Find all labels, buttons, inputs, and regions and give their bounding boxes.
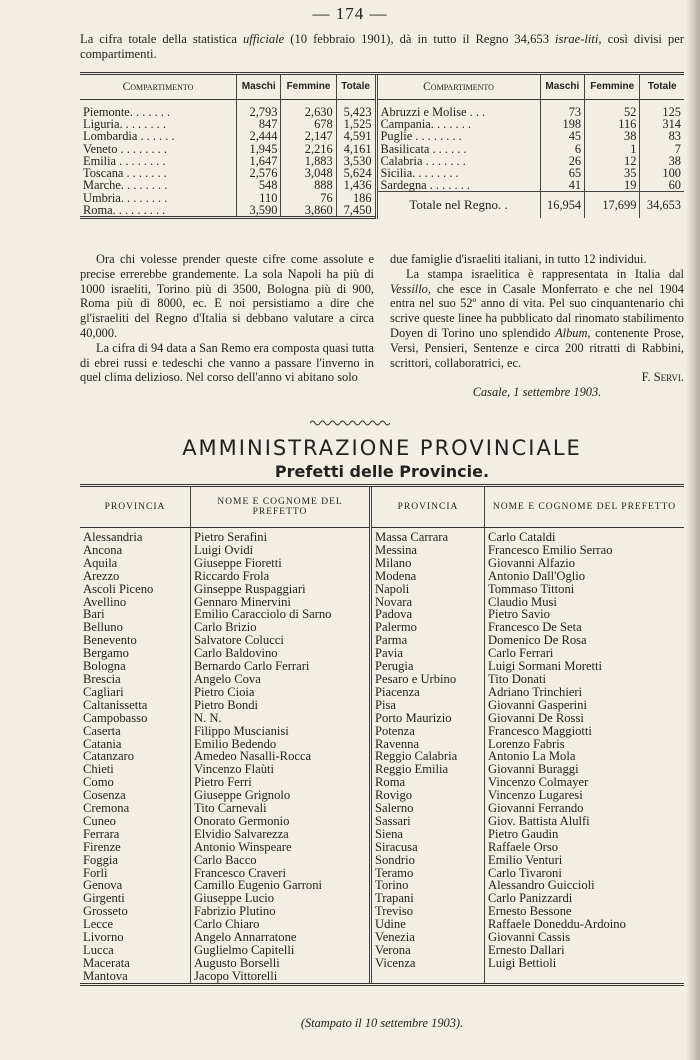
prefects-row — [80, 815, 684, 828]
census-value: 847 — [237, 118, 281, 130]
province-name: Roma — [371, 776, 485, 789]
paragraph — [390, 267, 684, 371]
right-column — [390, 252, 684, 400]
prefects-header: PROVINCIA — [80, 486, 191, 528]
section-title: AMMINISTRAZIONE PROVINCIALE — [182, 436, 582, 460]
province-name: Caltanissetta — [83, 697, 148, 712]
province-name: Siracusa — [371, 841, 485, 854]
census-header: Maschi — [237, 74, 281, 100]
prefect-name: Emilio Bedendo — [191, 738, 371, 751]
census-value: 110 — [237, 192, 281, 204]
prefects-row — [80, 802, 684, 815]
compartment-name: Puglie . . . . . . . . — [376, 130, 540, 142]
compartment-name: Lombardia . . . . . . — [83, 129, 175, 144]
album-title: Album, — [555, 325, 591, 340]
compartment-name: Toscana . . . . . . . — [83, 166, 167, 181]
prefect-name: Elvidio Salvarezza — [191, 828, 371, 841]
prefects-row — [80, 583, 684, 596]
census-header: Femmine — [281, 74, 336, 100]
census-value: 678 — [281, 118, 336, 130]
census-value: 83 — [640, 130, 684, 142]
province-name: Palermo — [371, 621, 485, 634]
prefects-header: NOME E COGNOME DEL PREFETTO — [485, 486, 685, 528]
census-value: 1,945 — [237, 143, 281, 155]
province-name: Campobasso — [83, 710, 148, 725]
census-value: 60 — [640, 179, 684, 192]
census-value: 4,591 — [336, 130, 376, 142]
prefects-row — [80, 557, 684, 570]
province-name — [371, 970, 485, 984]
province-name: Pisa — [371, 699, 485, 712]
census-value: 19 — [585, 179, 640, 192]
prefect-name: Antonio Dall'Oglio — [485, 570, 685, 583]
prefect-name: Giovanni Cassis — [485, 931, 685, 944]
province-name: Piacenza — [371, 686, 485, 699]
census-value: 3,048 — [281, 167, 336, 179]
prefect-name: Angelo Cova — [191, 673, 371, 686]
prefect-name: Vincenzo Colmayer — [485, 776, 685, 789]
prefect-name: Giuseppe Lucio — [191, 892, 371, 905]
census-value: 1 — [585, 143, 640, 155]
province-name: Teramo — [371, 867, 485, 880]
census-value: 26 — [540, 155, 585, 167]
left-column — [80, 252, 374, 385]
intro-paragraph — [80, 32, 684, 62]
province-name: Messina — [371, 544, 485, 557]
census-value: 1,647 — [237, 155, 281, 167]
intro-text-2: (10 febbraio 1901), dà in tutto il Regno 34,653 — [284, 32, 556, 46]
census-value: 2,147 — [281, 130, 336, 142]
province-name: Grosseto — [83, 904, 128, 919]
prefect-name: Pietro Savio — [485, 608, 685, 621]
census-value: 2,793 — [237, 100, 281, 119]
prefect-name: Guglielmo Capitelli — [191, 944, 371, 957]
prefects-row — [80, 957, 684, 970]
prefect-name: Francesco Emilio Serrao — [485, 544, 685, 557]
province-name: Perugia — [371, 660, 485, 673]
province-name: Mantova — [80, 970, 191, 984]
province-name: Foggia — [83, 852, 118, 867]
paragraph: La cifra di 94 data a San Remo era composta quasi tutta di ebrei russi e tedeschi che vanno a passare l'inverno in quel clima delizioso. Nel corso dell'anno vi abitano solo — [80, 340, 374, 385]
prefect-name: N. N. — [191, 712, 371, 725]
census-row — [80, 179, 684, 192]
census-value: 35 — [585, 167, 640, 179]
prefect-name: Giovanni Buraggi — [485, 763, 685, 776]
prefect-name: Claudio Musi — [485, 596, 685, 609]
province-name: Vicenza — [371, 957, 485, 970]
province-name: Udine — [371, 918, 485, 931]
census-value: 3,860 — [281, 204, 336, 218]
prefects-row — [80, 673, 684, 686]
prefect-name: Pietro Ferri — [191, 776, 371, 789]
compartment-name: Campania. . . . . . . — [376, 118, 540, 130]
prefect-name: Pietro Cioia — [191, 686, 371, 699]
prefect-name: Giuseppe Fioretti — [191, 557, 371, 570]
footer-note: (Stampato il 10 settembre 1903). — [300, 1016, 464, 1030]
province-name: Caserta — [83, 723, 121, 738]
province-name: Sassari — [371, 815, 485, 828]
province-name: Novara — [371, 596, 485, 609]
prefect-name: Salvatore Colucci — [191, 634, 371, 647]
province-name: Catania — [83, 736, 122, 751]
prefect-name: Giov. Battista Alulfi — [485, 815, 685, 828]
prefect-name: Ginseppe Ruspaggiari — [191, 583, 371, 596]
province-name: Modena — [371, 570, 485, 583]
census-header: Femmine — [585, 74, 640, 100]
province-name: Livorno — [83, 930, 124, 945]
prefects-row — [80, 570, 684, 583]
census-value: 7,450 — [336, 204, 376, 218]
total-label: Totale nel Regno. . — [376, 192, 540, 218]
province-name: Belluno — [83, 620, 123, 635]
prefect-name: Jacopo Vittorelli — [191, 970, 371, 984]
intro-text-1: La cifra totale della statistica — [80, 32, 243, 46]
prefect-name: Tito Donati — [485, 673, 685, 686]
compartment-name: Piemonte. . . . . . . — [83, 105, 171, 119]
prefect-name: Vincenzo Flaùti — [191, 763, 371, 776]
province-name: Porto Maurizio — [371, 712, 485, 725]
signature: F. Servi. — [641, 370, 684, 385]
census-value: 116 — [585, 118, 640, 130]
province-name: Avellino — [83, 594, 127, 609]
prefects-header-row — [80, 486, 684, 528]
prefect-name: Carlo Cataldi — [485, 528, 685, 544]
prefects-row — [80, 725, 684, 738]
prefect-name: Domenico De Rosa — [485, 634, 685, 647]
census-value: 45 — [540, 130, 585, 142]
prefect-name: Tito Carnevali — [191, 802, 371, 815]
prefect-name: Antonio Winspeare — [191, 841, 371, 854]
prefect-name: Vincenzo Lugaresi — [485, 789, 685, 802]
census-value: 186 — [336, 192, 376, 204]
prefect-name: Francesco Maggiotti — [485, 725, 685, 738]
prefect-name: Emilio Caracciolo di Sarno — [191, 608, 371, 621]
prefect-name: Luigi Bettioli — [485, 957, 685, 970]
compartment-name: Calabria . . . . . . . — [376, 155, 540, 167]
compartment-name: Marche. . . . . . . . — [83, 178, 168, 193]
page-number: — 174 — — [312, 4, 388, 23]
prefect-name: Riccardo Frola — [191, 570, 371, 583]
prefects-table — [80, 484, 684, 986]
prefect-name: Carlo Bacco — [191, 854, 371, 867]
census-value: 65 — [540, 167, 585, 179]
province-name: Ascoli Piceno — [83, 581, 154, 596]
prefect-name: Amedeo Nasalli-Rocca — [191, 750, 371, 763]
province-name: Bari — [83, 607, 105, 622]
prefect-name: Pietro Gaudin — [485, 828, 685, 841]
dateline: Casale, 1 settembre 1903. — [472, 385, 602, 400]
province-name: Arezzo — [83, 568, 120, 583]
compartment-name: Emilia . . . . . . . . — [83, 153, 166, 168]
census-header: Compartimento — [80, 74, 237, 100]
compartment-name: Veneto . . . . . . . . — [83, 141, 167, 156]
prefect-name: Carlo Brizio — [191, 621, 371, 634]
prefect-name: Ernesto Dallari — [485, 944, 685, 957]
compartment-name: Abruzzi e Molise . . . — [376, 100, 540, 119]
province-name: Parma — [371, 634, 485, 647]
province-name: Rovigo — [371, 789, 485, 802]
prefect-name: Emilio Venturi — [485, 854, 685, 867]
province-name: Firenze — [83, 839, 121, 854]
prefect-name: Ernesto Bessone — [485, 905, 685, 918]
prefects-row — [80, 970, 684, 984]
census-value: 125 — [640, 100, 684, 119]
province-name: Treviso — [371, 905, 485, 918]
census-value: 5,624 — [336, 167, 376, 179]
prefect-name: Carlo Chiaro — [191, 918, 371, 931]
census-header-row — [80, 74, 684, 100]
total-value: 34,653 — [640, 192, 684, 218]
census-header: Totale — [336, 74, 376, 100]
census-header: Maschi — [540, 74, 585, 100]
prefects-header: PROVINCIA — [371, 486, 485, 528]
prefects-row — [80, 854, 684, 867]
intro-italic-2: israe-liti, — [555, 32, 602, 46]
compartment-name: Sicilia. . . . . . . . — [376, 167, 540, 179]
compartment-name: Sardegna . . . . . . . — [376, 179, 540, 192]
census-value: 76 — [281, 192, 336, 204]
prefect-name: Giuseppe Grignolo — [191, 789, 371, 802]
province-name: Cosenza — [83, 788, 126, 803]
census-value: 38 — [585, 130, 640, 142]
section-subtitle: Prefetti delle Provincie. — [274, 462, 490, 481]
province-name: Verona — [371, 944, 485, 957]
province-name: Lecce — [83, 917, 114, 932]
prefect-name: Francesco De Seta — [485, 621, 685, 634]
prefect-name: Raffaele Doneddu-Ardoino — [485, 918, 685, 931]
intro-italic-1: ufficiale — [242, 32, 285, 46]
compartment-name: Roma. . . . . . . . . — [80, 204, 237, 218]
province-name: Potenza — [371, 725, 485, 738]
total-value: 17,699 — [585, 192, 640, 218]
prefect-name: Giovanni Ferrando — [485, 802, 685, 815]
prefect-name: Bernardo Carlo Ferrari — [191, 660, 371, 673]
province-name: Pavia — [371, 647, 485, 660]
census-value: 38 — [640, 155, 684, 167]
province-name: Salerno — [371, 802, 485, 815]
prefects-header: NOME E COGNOME DEL PREFETTO — [191, 486, 371, 528]
prefect-name: Pietro Serafini — [191, 528, 371, 544]
prefect-name: Carlo Panizzardi — [485, 892, 685, 905]
prefect-name: Filippo Muscianisi — [191, 725, 371, 738]
prefect-name: Carlo Ferrari — [485, 647, 685, 660]
census-value: 6 — [540, 143, 585, 155]
census-value: 3,590 — [237, 204, 281, 218]
prefect-name: Francesco Craveri — [191, 867, 371, 880]
prefects-row — [80, 828, 684, 841]
province-name: Torino — [371, 879, 485, 892]
province-name: Bergamo — [83, 646, 129, 661]
province-name: Benevento — [83, 633, 137, 648]
province-name: Cremona — [83, 801, 130, 816]
province-name: Alessandria — [83, 530, 143, 544]
province-name: Siena — [371, 828, 485, 841]
province-name: Brescia — [83, 671, 121, 686]
census-header: Totale — [640, 74, 684, 100]
census-value: 5,423 — [336, 100, 376, 119]
prefect-name: Camillo Eugenio Garroni — [191, 879, 371, 892]
province-name: Aquila — [83, 555, 118, 570]
province-name: Genova — [83, 878, 123, 893]
prefect-name: Antonio La Mola — [485, 750, 685, 763]
census-value: 73 — [540, 100, 585, 119]
prefect-name: Alessandro Guiccioli — [485, 879, 685, 892]
prefect-name: Augusto Borselli — [191, 957, 371, 970]
census-row — [80, 192, 684, 204]
prefects-row — [80, 944, 684, 957]
census-value: 314 — [640, 118, 684, 130]
province-name: Reggio Calabria — [371, 750, 485, 763]
province-name: Chieti — [83, 762, 114, 777]
prefect-name: Adriano Trinchieri — [485, 686, 685, 699]
census-value: 2,576 — [237, 167, 281, 179]
census-value: 41 — [540, 179, 585, 192]
prefect-name: Luigi Sormani Moretti — [485, 660, 685, 673]
province-name: Milano — [371, 557, 485, 570]
census-value: 100 — [640, 167, 684, 179]
census-value: 548 — [237, 179, 281, 192]
province-name: Macerata — [83, 955, 130, 970]
paragraph-text: La stampa israelitica è rappresentata in Italia dal — [406, 266, 684, 281]
census-table — [80, 72, 684, 219]
province-name: Girgenti — [83, 891, 125, 906]
province-name: Lucca — [83, 943, 114, 957]
prefect-name: Pietro Bondi — [191, 699, 371, 712]
census-row — [80, 143, 684, 155]
province-name: Padova — [371, 608, 485, 621]
signature-line — [390, 370, 684, 385]
prefect-name: Gennaro Minervini — [191, 596, 371, 609]
census-header: Compartimento — [376, 74, 540, 100]
prefect-name: Fabrizio Plutino — [191, 905, 371, 918]
prefect-name: Angelo Annarratone — [191, 931, 371, 944]
province-name: Ravenna — [371, 738, 485, 751]
census-value: 4,161 — [336, 143, 376, 155]
census-value: 52 — [585, 100, 640, 119]
province-name: Ancona — [83, 542, 123, 557]
prefect-name: Onorato Germonio — [191, 815, 371, 828]
province-name: Trapani — [371, 892, 485, 905]
census-row — [80, 100, 684, 119]
census-value: 2,630 — [281, 100, 336, 119]
census-value: 1,883 — [281, 155, 336, 167]
census-value: 1,525 — [336, 118, 376, 130]
newspaper-title: Vessillo, — [390, 281, 431, 296]
census-value: 198 — [540, 118, 585, 130]
province-name: Reggio Emilia — [371, 763, 485, 776]
census-value: 12 — [585, 155, 640, 167]
compartment-name: Basilicata . . . . . . — [376, 143, 540, 155]
province-name: Catanzaro — [83, 749, 135, 764]
province-name: Sondrio — [371, 854, 485, 867]
prefects-row — [80, 699, 684, 712]
province-name: Cagliari — [83, 684, 124, 699]
prefect-name: Giovanni Alfazio — [485, 557, 685, 570]
province-name: Cuneo — [83, 813, 116, 828]
prefect-name: Giovanni Gasperini — [485, 699, 685, 712]
province-name: Massa Carrara — [371, 528, 485, 544]
paragraph-text: che esce in Casale Monferrato e che nel 1904 entra nel suo 52º anno di vita. Pel suo cinquantenario chi scrive queste linee ha pubblicato dal rinomato stabilimento Doyen di Torino uno splendido — [390, 281, 684, 340]
province-name: Venezia — [371, 931, 485, 944]
paragraph: Ora chi volesse prender queste cifre come assolute e precise errerebbe grandemente. La sola Napoli ha più di 1000 israeliti, Torino più di 3500, Bologna più di 900, Roma più di 8000, ec. E noi persistiamo a dire che gl'israeliti del Regno d'Italia si debbano valutare a circa 40,000. — [80, 252, 374, 340]
prefect-name: Lorenzo Fabris — [485, 738, 685, 751]
compartment-name: Liguria. . . . . . . . — [83, 117, 166, 132]
province-name: Pesaro e Urbino — [371, 673, 485, 686]
prefects-row — [80, 544, 684, 557]
census-value: 3,530 — [336, 155, 376, 167]
census-value: 1,436 — [336, 179, 376, 192]
census-value: 2,216 — [281, 143, 336, 155]
prefects-row — [80, 841, 684, 854]
paragraph-text: contenente Prose, Versi, Pensieri, Sentenze e circa 200 ritratti di Rabbini, scrittori, collaboratrici, ec. — [390, 325, 685, 370]
prefect-name: Carlo Baldovino — [191, 647, 371, 660]
page-edge-shadow — [686, 0, 700, 1060]
prefect-name: Giovanni De Rossi — [485, 712, 685, 725]
prefect-name: Carlo Tivaroni — [485, 867, 685, 880]
census-row — [80, 130, 684, 142]
census-value: 7 — [640, 143, 684, 155]
province-name: Bologna — [83, 659, 126, 674]
prefects-row — [80, 712, 684, 725]
prefect-name — [485, 970, 685, 984]
province-name: Forlì — [83, 865, 108, 880]
prefect-name: Tommaso Tittoni — [485, 583, 685, 596]
prefect-name: Raffaele Orso — [485, 841, 685, 854]
total-value: 16,954 — [540, 192, 585, 218]
prefects-row — [80, 528, 684, 544]
province-name: Napoli — [371, 583, 485, 596]
province-name: Como — [83, 775, 114, 790]
intro-text-3: così divisi per compartimenti. — [80, 32, 685, 61]
prefects-row — [80, 686, 684, 699]
compartment-name: Umbria. . . . . . . . — [83, 190, 168, 205]
province-name: Ferrara — [83, 826, 120, 841]
census-value: 888 — [281, 179, 336, 192]
paragraph: due famiglie d'israeliti italiani, in tutto 12 individui. — [390, 252, 647, 266]
census-value: 2,444 — [237, 130, 281, 142]
prefect-name: Luigi Ovidi — [191, 544, 371, 557]
wavy-divider — [310, 418, 390, 428]
